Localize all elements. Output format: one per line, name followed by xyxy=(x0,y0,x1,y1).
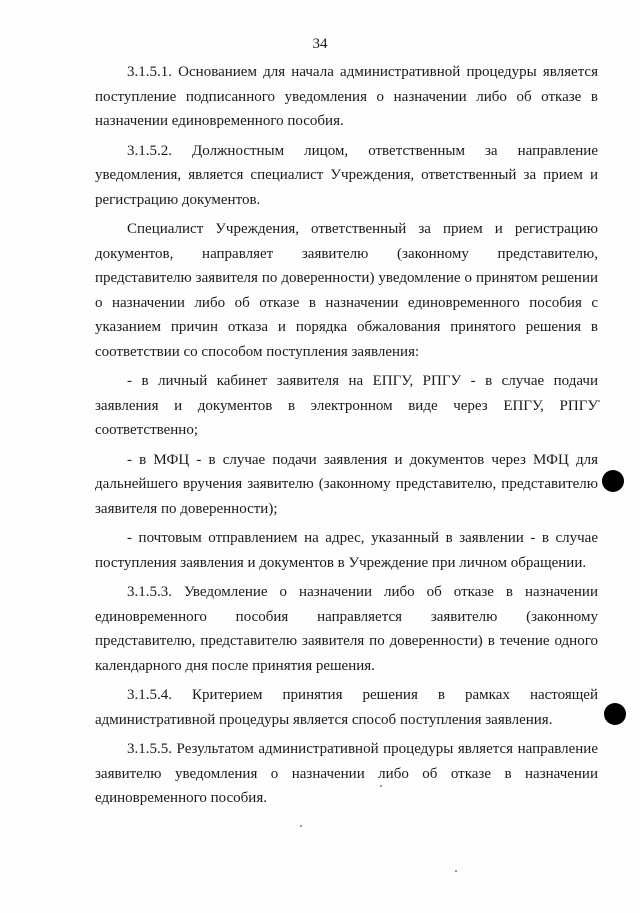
scan-speck xyxy=(598,400,600,402)
list-item-post: - почтовым отправлением на адрес, указанный в заявлении - в случае поступления заявления и документов в Учреждение при личном обращении. xyxy=(95,530,598,571)
paragraph-3-1-5-3: 3.1.5.3. Уведомление о назначении либо об отказе в назначении единовременного пособия направляется заявителю (законному представителю, представителю заявителя по доверенности) в течение одного календарного дня после принятия решения. xyxy=(95,584,598,674)
list-item-mfc: - в МФЦ - в случае подачи заявления и документов через МФЦ для дальнейшего вручения заявителю (законному представителю, представителю заявителя по доверенности); xyxy=(95,451,598,517)
paragraph-3-1-5-4: 3.1.5.4. Критерием принятия решения в рамках настоящей административной процедуры является способ поступления заявления. xyxy=(95,687,598,728)
paragraph-specialist: Специалист Учреждения, ответственный за прием и регистрацию документов, направляет заявителю (законному представителю, представителю заявителя по доверенности) уведомление о принятом решении о назначении либо об отказе в назначении единовременного пособия с указанием причин отказа и порядка обжалования принятого решения в соответствии со способом поступления заявления: xyxy=(95,221,598,360)
paragraph-3-1-5-5: 3.1.5.5. Результатом административной процедуры является направление заявителю уведомления о назначении либо об отказе в назначении единовременного пособия. xyxy=(95,741,598,806)
page-number: 34 xyxy=(312,36,328,52)
paragraph-3-1-5-1: 3.1.5.1. Основанием для начала административной процедуры является поступление подписанного уведомления о назначении либо об отказе в назначении единовременного пособия. xyxy=(95,64,598,129)
punch-hole-icon xyxy=(602,470,624,492)
scan-speck xyxy=(300,825,302,827)
scan-speck xyxy=(380,785,382,787)
document-body xyxy=(95,60,598,816)
scan-speck xyxy=(455,870,457,872)
punch-hole-icon xyxy=(604,703,626,725)
paragraph-3-1-5-2: 3.1.5.2. Должностным лицом, ответственным за направление уведомления, является специалист Учреждения, ответственный за прием и регистрацию документов. xyxy=(95,142,598,208)
list-item-epgu: - в личный кабинет заявителя на ЕПГУ, РПГУ - в случае подачи заявления и документов в электронном виде через ЕПГУ, РПГУ соответственно; xyxy=(95,373,598,438)
